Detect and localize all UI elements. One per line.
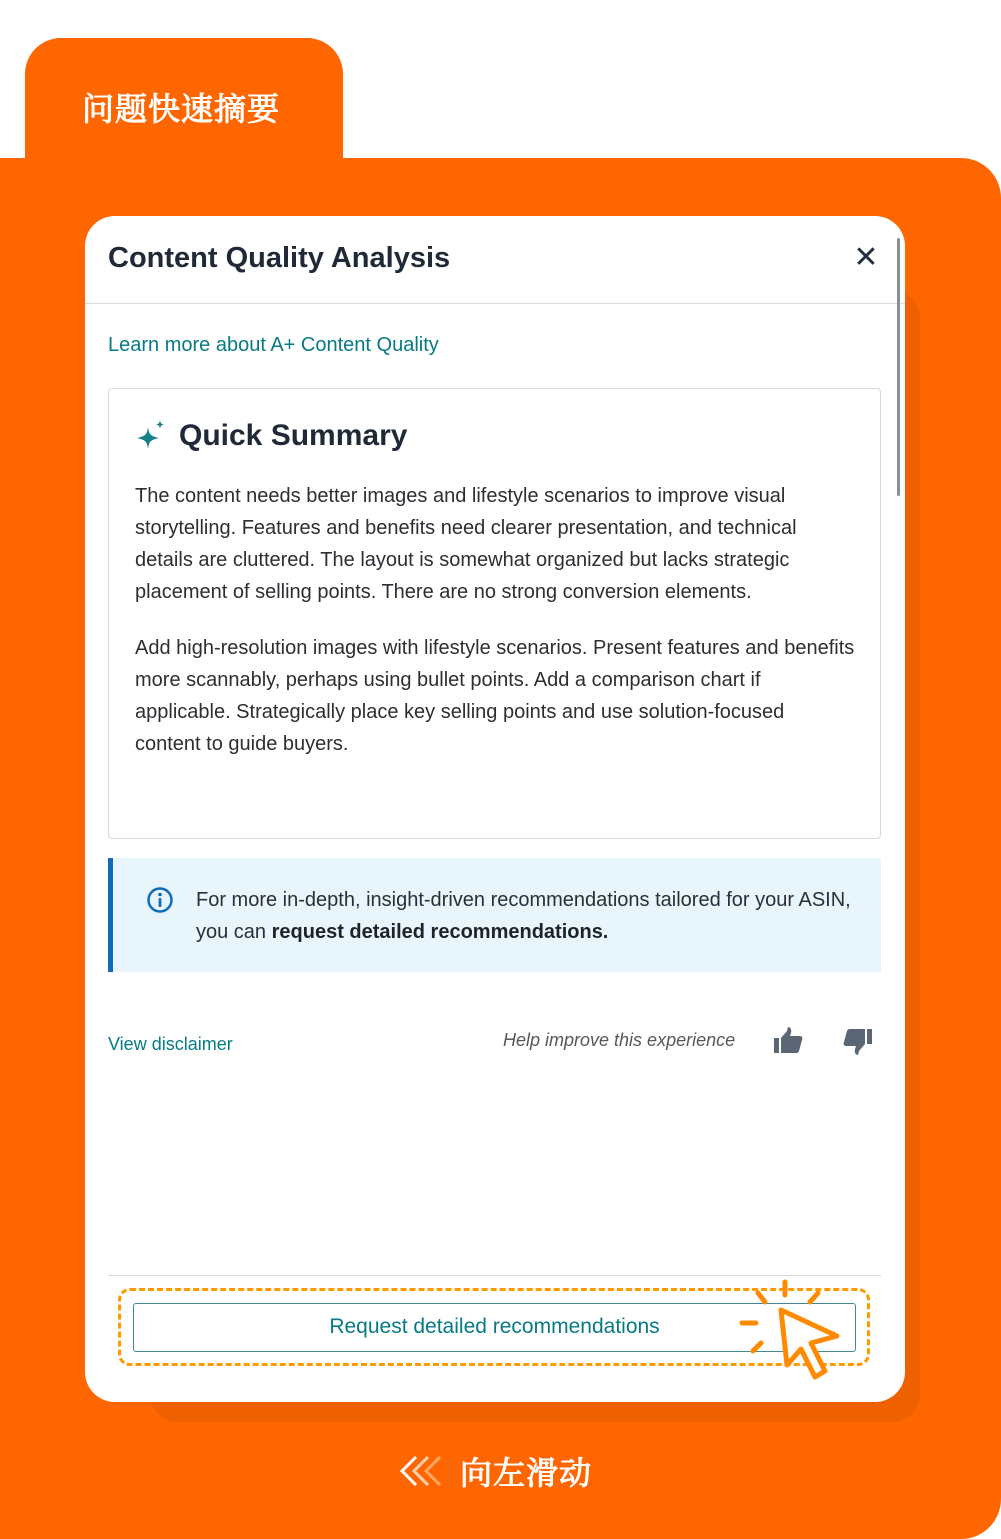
- swipe-label: 向左滑动: [460, 1454, 593, 1492]
- info-alert: [108, 858, 881, 972]
- summary-paragraph: The content needs better images and lifestyle scenarios to improve visual storytelling. Features and benefits need clearer presentation, and technical details are cluttered. The layout is somewhat organized but lacks strategic placement of selling points. There are no strong conversion elements.: [135, 485, 797, 603]
- feedback-label: Help improve this experience: [503, 1030, 736, 1050]
- view-disclaimer-link[interactable]: View disclaimer: [108, 1034, 233, 1054]
- thumbs-down-icon[interactable]: [841, 1024, 875, 1058]
- content-quality-dialog: [85, 216, 905, 1402]
- summary-title: Quick Summary: [179, 419, 408, 452]
- section-tab-label: 问题快速摘要: [82, 90, 281, 128]
- summary-heading: [135, 419, 407, 453]
- info-icon: [146, 886, 174, 914]
- dialog-title: Content Quality Analysis: [108, 242, 451, 274]
- info-alert-text: [196, 884, 856, 948]
- request-detailed-recommendations-button[interactable]: Request detailed recommendations: [133, 1303, 856, 1352]
- quick-summary-box: [108, 388, 881, 839]
- sparkle-icon: [135, 419, 169, 453]
- info-alert-text-bold: request detailed recommendations.: [271, 921, 609, 943]
- close-icon: ✕: [853, 241, 879, 274]
- click-cursor-icon: [732, 1275, 852, 1390]
- learn-more-link[interactable]: Learn more about A+ Content Quality: [108, 334, 439, 356]
- info-alert-text-prefix: For more in-depth, insight-driven recommendations tailored for your ASIN, you can: [196, 889, 851, 943]
- summary-text: [135, 480, 855, 784]
- summary-paragraph: Add high-resolution images with lifestyle scenarios. Present features and benefits more scannably, perhaps using bullet points. Add a comparison chart if applicable. Strategically place key selling points and use solution-focused content to guide buyers.: [135, 637, 855, 755]
- scrollbar[interactable]: [897, 238, 900, 496]
- section-tab: [25, 38, 343, 178]
- thumbs-up-icon[interactable]: [771, 1024, 805, 1058]
- dialog-header: [85, 216, 905, 304]
- swipe-hint: [398, 1448, 592, 1494]
- chevrons-left-icon: [398, 1451, 454, 1491]
- close-button[interactable]: [851, 240, 881, 276]
